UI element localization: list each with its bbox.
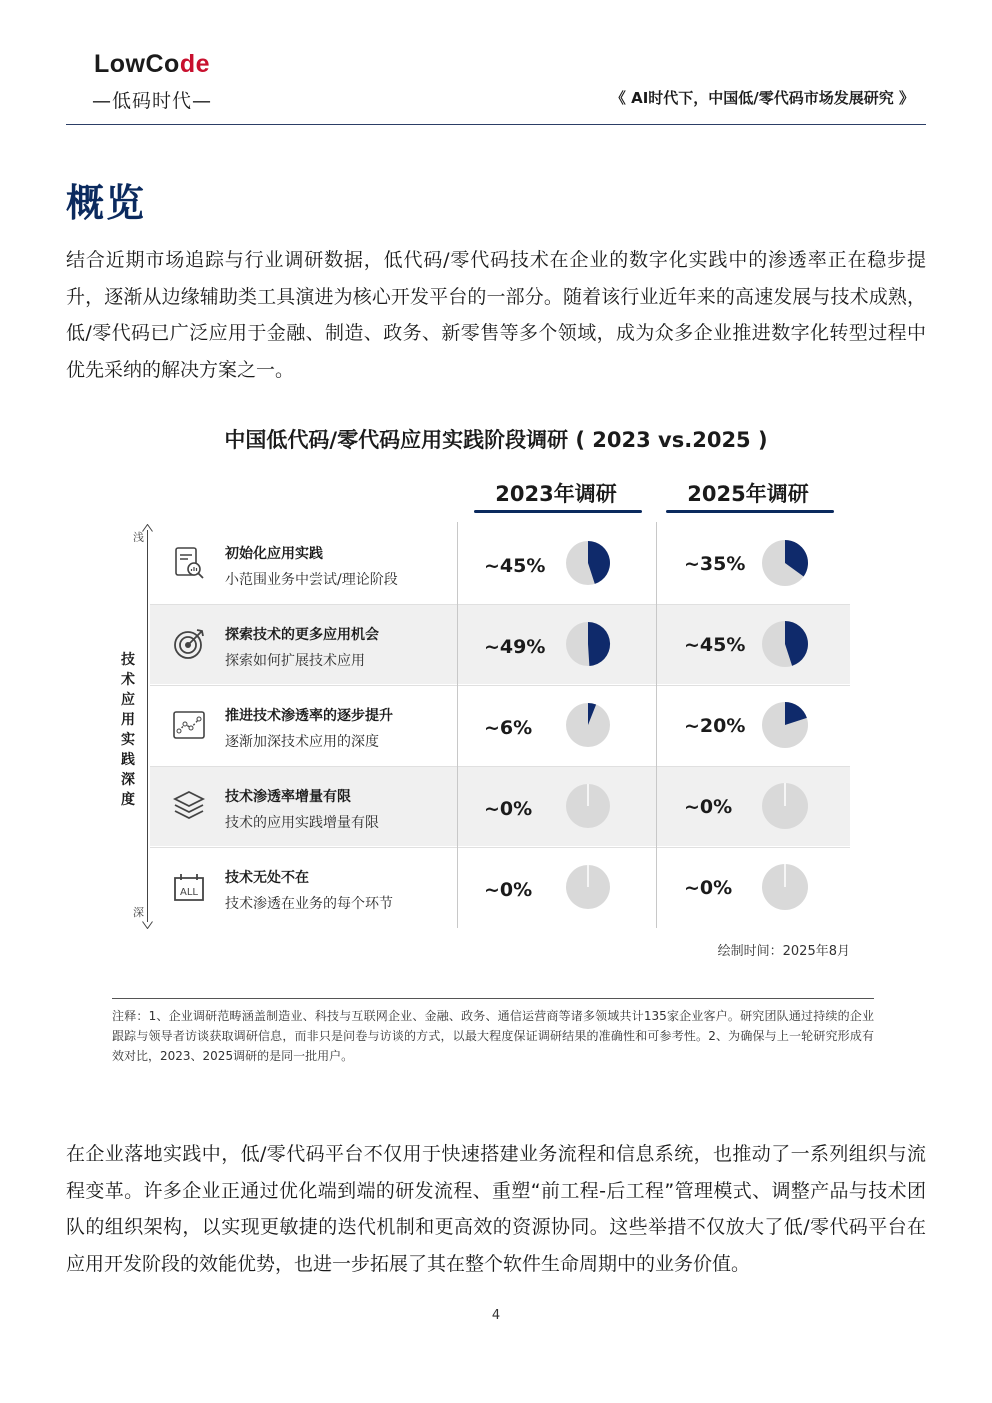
trend-chart-icon xyxy=(172,708,206,742)
column-header-2025: 2025年调研 xyxy=(687,482,809,506)
percent-label-2025: ~45% xyxy=(684,634,746,656)
row-title: 推进技术渗透率的逐步提升 xyxy=(225,708,393,724)
column-divider-left xyxy=(457,522,458,928)
row-title: 探索技术的更多应用机会 xyxy=(225,627,379,643)
pie-2025 xyxy=(761,782,809,830)
axis-bottom-label: 深 xyxy=(133,906,144,919)
percent-label-2023: ~0% xyxy=(484,879,533,901)
column-underline-2025 xyxy=(666,510,834,513)
svg-text:ALL: ALL xyxy=(180,887,198,898)
logo-accent-text: de xyxy=(179,50,211,78)
header-divider xyxy=(66,124,926,125)
drawn-time: 绘制时间：2025年8月 xyxy=(717,944,850,959)
page-number: 4 xyxy=(491,1308,501,1323)
percent-label-2023: ~45% xyxy=(484,555,546,577)
axis-top-label: 浅 xyxy=(133,531,144,544)
pie-2023 xyxy=(565,702,611,748)
pie-2023 xyxy=(565,783,611,829)
logo-subtitle: —低码时代— xyxy=(92,90,213,112)
row-description: 探索如何扩展技术应用 xyxy=(225,653,365,669)
footnote: 注释：1、企业调研范畴涵盖制造业、科技与互联网企业、金融、政务、通信运营商等诸多领域共计135家企业客户。研究团队通过持续的企业跟踪与领导者访谈获取调研信息，而非只是问卷与访谈的方式，以最大程度保证调研结果的准确性和可参考性。2、为确保与上一轮研究形成有效对比，2023、2025调研的是同一批用户。 xyxy=(112,1009,874,1063)
pie-2023 xyxy=(565,540,611,586)
closing-paragraph: 在企业落地实践中，低/零代码平台不仅用于快速搭建业务流程和信息系统，也推动了一系列组织与流程变革。许多企业正通过优化端到端的研发流程、重塑“前工程-后工程”管理模式、调整产品与技术团队的组织架构，以实现更敏捷的迭代机制和更高效的资源协同。这些举措不仅放大了低/零代码平台在应用开发阶段的效能优势，也进一步拓展了其在整个软件生命周期中的业务价值。 xyxy=(66,1143,926,1275)
all-box-icon xyxy=(172,870,206,904)
row-description: 小范围业务中尝试/理论阶段 xyxy=(225,572,398,588)
row-title: 技术渗透率增量有限 xyxy=(225,789,351,805)
percent-label-2025: ~0% xyxy=(684,877,733,899)
pie-2023 xyxy=(565,864,611,910)
percent-label-2025: ~20% xyxy=(684,715,746,737)
axis-arrow-down-icon xyxy=(142,921,153,929)
pie-2025 xyxy=(761,863,809,911)
chart-title: 中国低代码/零代码应用实践阶段调研 ( 2023 vs.2025 ) xyxy=(224,428,768,452)
pie-2025 xyxy=(761,701,809,749)
pie-2023 xyxy=(565,621,611,667)
percent-label-2023: ~49% xyxy=(484,636,546,658)
logo-wordmark xyxy=(94,50,210,79)
row-separator xyxy=(150,766,850,767)
pie-2023-slice xyxy=(588,622,610,666)
report-search-icon xyxy=(172,546,206,580)
pie-2025 xyxy=(761,539,809,587)
row-separator xyxy=(150,685,850,686)
note-divider xyxy=(112,998,874,999)
intro-paragraph: 结合近期市场追踪与行业调研数据，低代码/零代码技术在企业的数字化实践中的渗透率正在稳步提升，逐渐从边缘辅助类工具演进为核心开发平台的一部分。随着该行业近年来的高速发展与技术成熟，低/零代码已广泛应用于金融、制造、政务、新零售等多个领域，成为众多企业推进数字化转型过程中优先采纳的解决方案之一。 xyxy=(66,249,926,381)
percent-label-2025: ~35% xyxy=(684,553,746,575)
row-title: 技术无处不在 xyxy=(225,870,309,886)
column-divider-right xyxy=(656,522,657,928)
pie-2025 xyxy=(761,620,809,668)
report-title: 《 AI时代下，中国低/零代码市场发展研究 》 xyxy=(610,89,914,107)
column-underline-2023 xyxy=(474,510,642,513)
column-header-2023: 2023年调研 xyxy=(495,482,617,506)
row-separator xyxy=(150,604,850,605)
row-description: 逐渐加深技术应用的深度 xyxy=(225,734,379,750)
row-description: 技术渗透在业务的每个环节 xyxy=(225,896,393,912)
percent-label-2025: ~0% xyxy=(684,796,733,818)
layers-icon xyxy=(172,789,206,823)
row-title: 初始化应用实践 xyxy=(225,546,323,562)
section-title: 概览 xyxy=(66,180,147,225)
logo-main-text: LowCo xyxy=(94,50,180,78)
percent-label-2023: ~0% xyxy=(484,798,533,820)
depth-axis-label: 技术应用实践深度 xyxy=(121,652,135,808)
target-icon xyxy=(172,627,206,661)
row-separator xyxy=(150,847,850,848)
percent-label-2023: ~6% xyxy=(484,717,533,739)
row-description: 技术的应用实践增量有限 xyxy=(225,815,379,831)
depth-axis-line xyxy=(147,530,148,922)
